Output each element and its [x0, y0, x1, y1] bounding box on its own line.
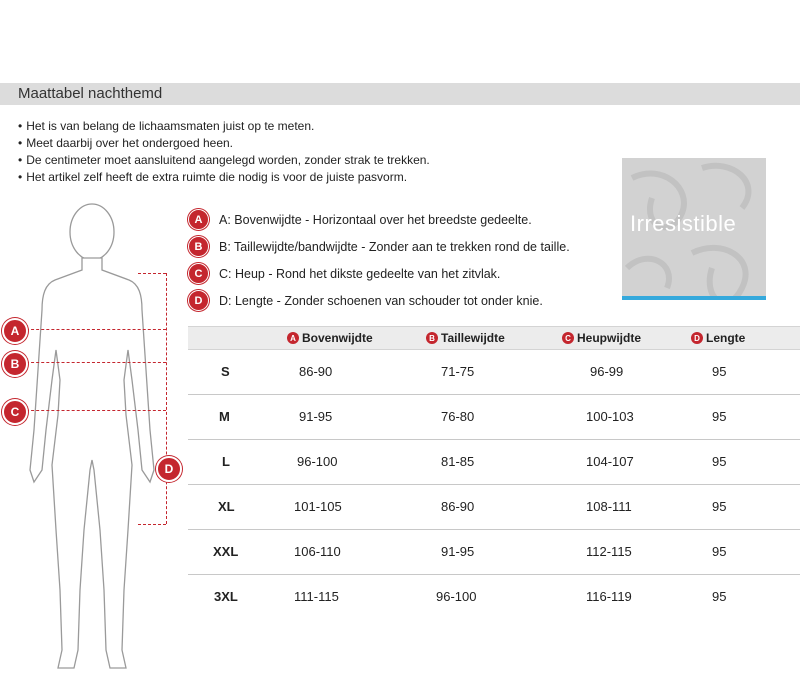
- legend-text: A: Bovenwijdte - Horizontaal over het breedste gedeelte.: [219, 212, 532, 227]
- size-cell: S: [221, 364, 230, 379]
- size-cell: 3XL: [214, 589, 238, 604]
- legend-item-a: [188, 206, 570, 233]
- instructions-list: [18, 118, 430, 186]
- line-c: [26, 410, 166, 411]
- marker-a: A: [2, 318, 28, 344]
- header-label: Bovenwijdte: [302, 331, 373, 345]
- size-cell: XXL: [213, 544, 239, 559]
- marker-d: D: [156, 456, 182, 482]
- table-row: [188, 440, 800, 485]
- header-badge: C: [562, 332, 574, 344]
- cell-c: 112-115: [586, 544, 632, 559]
- page-title: Maattabel nachthemd: [18, 85, 163, 102]
- legend-item-d: [188, 287, 570, 314]
- line-a: [26, 329, 166, 330]
- badge-b: B: [188, 236, 209, 257]
- body-figure: [0, 200, 185, 685]
- line-d-top: [138, 273, 166, 274]
- cell-a: 106-110: [294, 544, 341, 559]
- legend-text: B: Taillewijdte/bandwijdte - Zonder aan te trekken rond de taille.: [219, 239, 570, 254]
- instruction-item: • Meet daarbij over het ondergoed heen.: [18, 135, 430, 152]
- table-row: [188, 350, 800, 395]
- cell-d: 95: [712, 499, 727, 514]
- table-row: [188, 485, 800, 530]
- col-header-c: [562, 331, 641, 345]
- header-label: Taillewijdte: [441, 331, 505, 345]
- badge-c: C: [188, 263, 209, 284]
- cell-c: 96-99: [590, 364, 624, 379]
- brand-logo: [622, 158, 766, 300]
- header-label: Lengte: [706, 331, 746, 345]
- cell-a: 86-90: [299, 364, 333, 379]
- line-b: [26, 362, 166, 363]
- legend-item-c: [188, 260, 570, 287]
- legend-text: C: Heup - Rond het dikste gedeelte van het zitvlak.: [219, 266, 501, 281]
- header-badge: D: [691, 332, 703, 344]
- table-row: [188, 395, 800, 440]
- marker-b: B: [2, 351, 28, 377]
- cell-b: 96-100: [436, 589, 477, 604]
- silhouette-icon: [0, 200, 185, 680]
- col-header-d: [691, 331, 745, 345]
- instruction-item: • De centimeter moet aansluitend aangelegd worden, zonder strak te trekken.: [18, 152, 430, 169]
- size-cell: XL: [218, 499, 235, 514]
- logo-text: Irresistible: [630, 211, 737, 236]
- cell-b: 76-80: [441, 409, 475, 424]
- cell-b: 71-75: [441, 364, 475, 379]
- header-label: Heupwijdte: [577, 331, 642, 345]
- instruction-item: • Het artikel zelf heeft de extra ruimte die nodig is voor de juiste pasvorm.: [18, 169, 430, 186]
- size-cell: L: [222, 454, 230, 469]
- legend-item-b: [188, 233, 570, 260]
- col-header-b: [426, 331, 505, 345]
- table-header: [188, 326, 800, 350]
- cell-d: 95: [712, 454, 727, 469]
- cell-a: 111-115: [294, 589, 339, 604]
- cell-a: 96-100: [297, 454, 338, 469]
- badge-a: A: [188, 209, 209, 230]
- line-d-vertical: [166, 273, 167, 524]
- cell-c: 104-107: [586, 454, 634, 469]
- cell-d: 95: [712, 409, 727, 424]
- header-badge: B: [426, 332, 438, 344]
- marker-c: C: [2, 399, 28, 425]
- cell-d: 95: [712, 364, 727, 379]
- cell-d: 95: [712, 544, 727, 559]
- size-table: [188, 326, 800, 619]
- instruction-item: • Het is van belang de lichaamsmaten juist op te meten.: [18, 118, 430, 135]
- line-d-bottom: [138, 524, 166, 525]
- cell-a: 101-105: [294, 499, 342, 514]
- cell-c: 116-119: [586, 589, 632, 604]
- cell-c: 108-111: [586, 499, 632, 514]
- cell-c: 100-103: [586, 409, 634, 424]
- cell-a: 91-95: [299, 409, 333, 424]
- cell-b: 91-95: [441, 544, 475, 559]
- col-header-a: [287, 331, 373, 345]
- size-cell: M: [219, 409, 230, 424]
- logo-stripe: [622, 296, 766, 300]
- header-badge: A: [287, 332, 299, 344]
- table-row: [188, 575, 800, 619]
- cell-b: 86-90: [441, 499, 475, 514]
- legend-text: D: Lengte - Zonder schoenen van schouder tot onder knie.: [219, 293, 543, 308]
- title-bar: [0, 83, 800, 105]
- cell-d: 95: [712, 589, 727, 604]
- table-row: [188, 530, 800, 575]
- measurement-legend: [188, 206, 570, 314]
- cell-b: 81-85: [441, 454, 475, 469]
- badge-d: D: [188, 290, 209, 311]
